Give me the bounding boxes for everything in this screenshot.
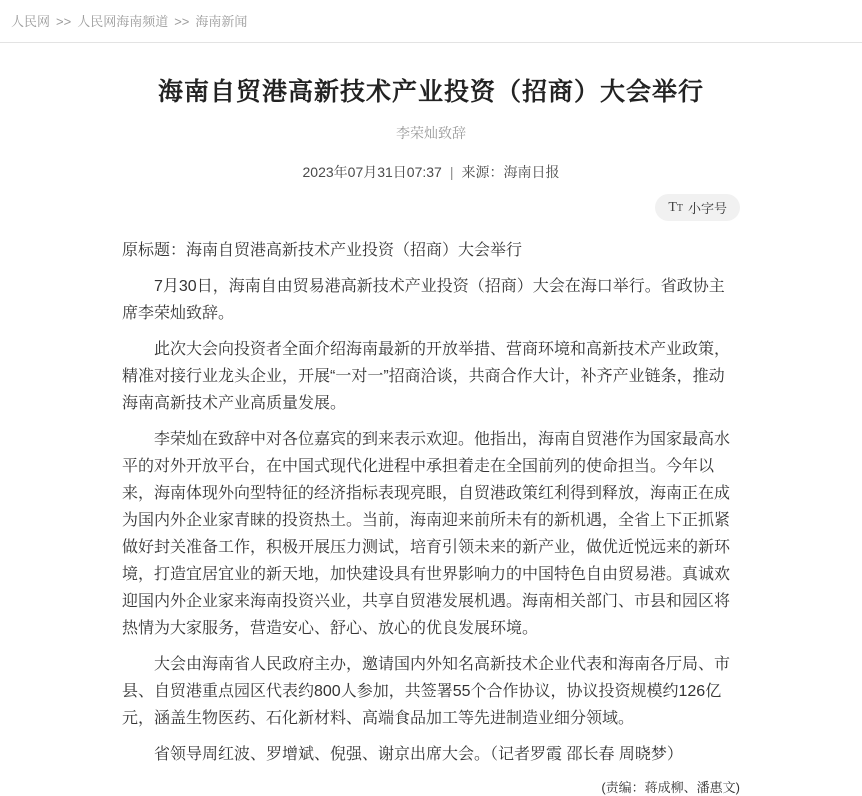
article-container [122, 72, 740, 796]
breadcrumb-separator: >> [56, 14, 72, 29]
breadcrumb-link-hainan-news[interactable]: 海南新闻 [195, 14, 248, 29]
breadcrumb-link-peoples-daily[interactable]: 人民网 [11, 14, 51, 29]
breadcrumb-link-hainan-channel[interactable]: 人民网海南频道 [77, 14, 169, 29]
article-paragraph: 省领导周红波、罗增斌、倪强、谢京出席大会。（记者罗霞 邵长春 周晓梦） [154, 746, 683, 763]
font-size-icon: TT [668, 200, 683, 215]
editors-note: (责编：蒋成柳、潘惠文) [601, 780, 740, 795]
publish-time: 2023年07月31日07:37 [302, 164, 442, 180]
article-paragraph: 大会由海南省人民政府主办，邀请国内外知名高新技术企业代表和海南各厅局、市县、自贸港重点园区代表约800人参加，共签署55个合作协议，协议投资规模约126亿元，涵盖生物医药、石化新材料、高端食品加工等先进制造业细分领域。 [122, 656, 731, 727]
page-title: 海南自贸港高新技术产业投资（招商）大会举行 [157, 78, 704, 106]
original-title: 原标题：海南自贸港高新技术产业投资（招商）大会举行 [122, 242, 523, 259]
article-meta [122, 162, 740, 182]
breadcrumb [0, 0, 862, 43]
article-toolbar [122, 194, 740, 221]
article-body [122, 237, 740, 768]
source-label: 来源： [461, 164, 504, 180]
article-paragraph: 此次大会向投资者全面介绍海南最新的开放举措、营商环境和高新技术产业政策，精准对接行业龙头企业，开展“一对一”招商洽谈，共商合作大计，补齐产业链条，推动海南高新技术产业高质量发展。 [122, 341, 731, 412]
meta-separator: | [449, 164, 454, 180]
font-size-button[interactable] [655, 194, 740, 221]
breadcrumb-separator: >> [174, 14, 190, 29]
article-subtitle: 李荣灿致辞 [396, 125, 466, 141]
source-link[interactable]: 海南日报 [503, 164, 560, 180]
article-paragraph: 7月30日，海南自由贸易港高新技术产业投资（招商）大会在海口举行。省政协主席李荣灿致辞。 [122, 278, 725, 322]
article-paragraph: 李荣灿在致辞中对各位嘉宾的到来表示欢迎。他指出，海南自贸港作为国家最高水平的对外开放平台，在中国式现代化进程中承担着走在全国前列的使命担当。今年以来，海南体现外向型特征的经济指标表现亮眼，自贸港政策红利得到释放，海南正在成为国内外企业家青睐的投资热土。当前，海南迎来前所未有的新机遇，全省上下正抓紧做好封关准备工作，积极开展压力测试，培育引领未来的新产业，做优近悦远来的新环境，打造宜居宜业的新天地，加快建设具有世界影响力的中国特色自由贸易港。真诚欢迎国内外企业家来海南投资兴业，共享自贸港发展机遇。海南相关部门、市县和园区将热情为大家服务，营造安心、舒心、放心的优良发展环境。 [122, 431, 731, 637]
font-size-label: 小字号 [687, 201, 727, 216]
